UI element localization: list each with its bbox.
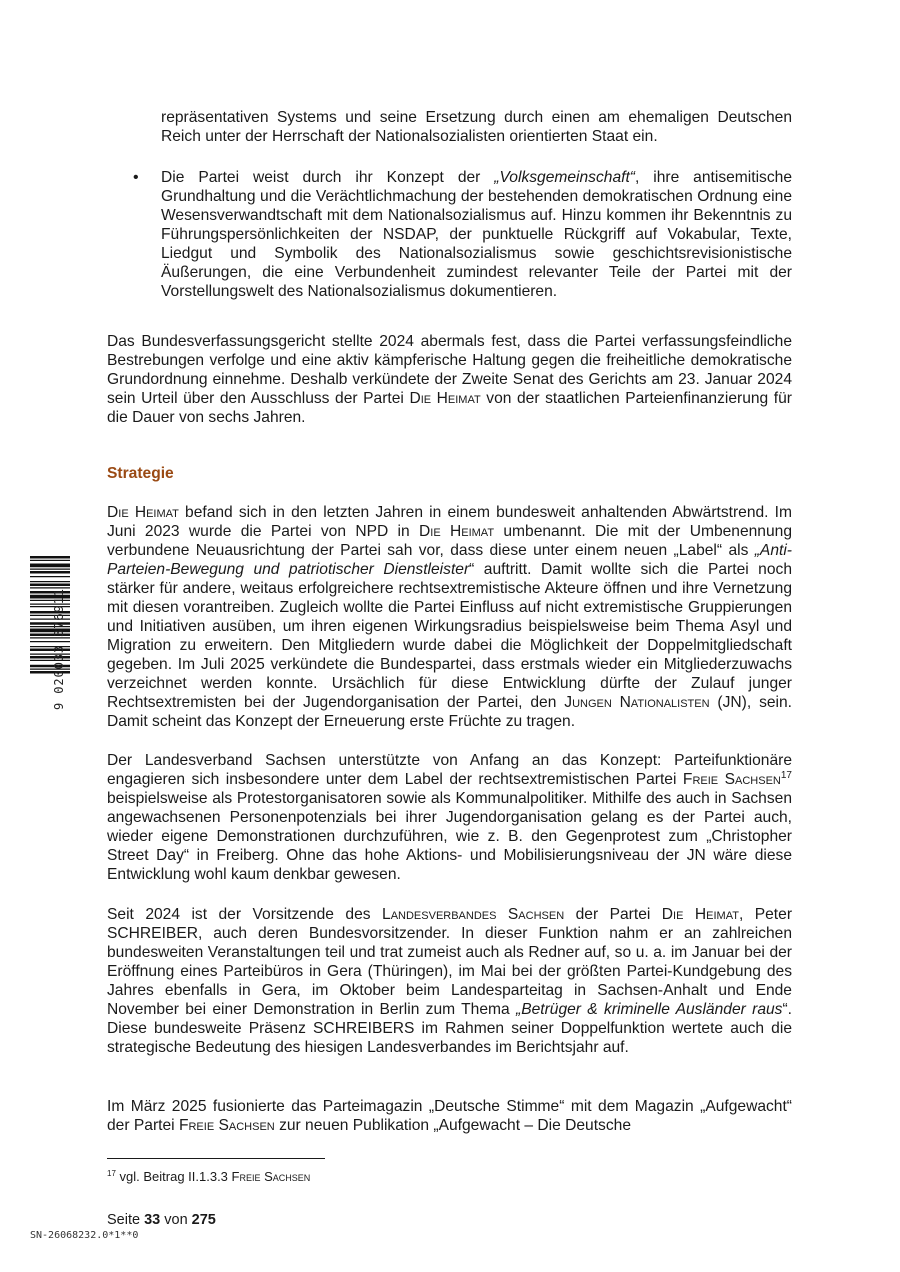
paragraph-strategy-3	[107, 905, 792, 1057]
footnote-reference: 17	[107, 1169, 116, 1178]
page-number-current: 33	[144, 1212, 161, 1228]
page-number-separator: von	[160, 1212, 192, 1228]
text-run: befand sich in den letzten Jahren in einem bundesweit anhaltenden Abwärtstrend. Im Juni 2023 wurde die Partei von NPD in	[107, 504, 792, 540]
page-number-total: 275	[191, 1212, 216, 1228]
footnote-divider	[107, 1158, 325, 1159]
footnote-reference: 17	[780, 770, 792, 781]
small-caps-text: Freie Sachsen	[231, 1169, 311, 1184]
text-run: (JN), sein. Damit scheint das Konzept der Erneuerung erste Früchte zu tragen.	[107, 694, 793, 730]
text-run: repräsentativen Systems und seine Ersetzung durch einen am ehemaligen Deutschen Reich unter der Herrschaft der Nationalsozialisten orientierten Staat ein.	[161, 109, 792, 145]
small-caps-text: Landesverbandes Sachsen	[382, 906, 565, 923]
text-run: “ auftritt. Damit wollte sich die Partei noch stärker für andere, weitaus erfolgreichere rechtsextremistische Akteure öffnen und ihre Vernetzung mit diesen vorantreiben. Zugleich wollte die Partei Einfluss auf nicht extremistische Gruppierungen und Initiativen ausüben, um ihren eigenen Wirkungsradius beispielsweise beim Thema Asyl und Migration zu erweitern. Den Mitgliedern wurde dabei die Möglichkeit der Doppelmitgliedschaft gegeben. Im Juli 2025 verkündete die Bundespartei, dass erstmals wieder ein Mitgliederzuwachs verzeichnet werden konnte. Ursächlich für diese Entwicklung dürfte der Zulauf junger Rechtsextremisten bei der Jugendorganisation der Partei, den	[107, 561, 792, 711]
paragraph-court-ruling	[107, 332, 792, 427]
footnote-17	[107, 1168, 310, 1185]
text-run: , Peter SCHREIBER, auch deren Bundesvorsitzender. In dieser Funktion nahm er an zahlreichen bundesweiten Veranstaltungen teil und trat zumeist auch als Redner auf, so u. a. im Januar bei der Eröffnung eines Parteibüros in Gera (Thüringen), im Mai bei der größten Partei-Kundgebung des Jahres ebenfalls in Gera, im Oktober beim Landesparteitag in Sachsen-Anhalt und Ende November bei einer Demonstration in Berlin zum Thema	[107, 906, 793, 1018]
text-run: Das Bundesverfassungsgericht stellte 2024 abermals fest, dass die Partei verfassungsfeindliche Bestrebungen verfolge und eine aktiv kämpferische Haltung gegen die freiheitliche demokratische Grundordnung einnehme. Deshalb verkündete der Zweite Senat des Gerichts am 23. Januar 2024 sein Urteil über den Ausschluss der Partei	[107, 333, 792, 407]
paragraph-strategy-1	[107, 503, 792, 731]
text-run: Der Landesverband Sachsen unterstützte von Anfang an das Konzept: Parteifunktionäre engagieren sich insbesondere unter dem Label der rechtsextremistischen Partei	[107, 752, 792, 788]
small-caps-text: Jungen Nationalisten	[564, 694, 710, 711]
paragraph-strategy-4	[107, 1097, 792, 1135]
bullet-marker: •	[133, 169, 139, 186]
small-caps-text: Die Heimat	[419, 523, 495, 540]
small-caps-text: Freie Sachsen	[682, 771, 781, 788]
document-id: SN-26068232.0*1**0	[30, 1230, 139, 1241]
italic-text: „Betrüger & kriminelle Ausländer raus	[516, 1001, 783, 1018]
section-heading-strategie: Strategie	[107, 465, 174, 482]
text-run: von der staatlichen Parteienfinanzierung für die Dauer von sechs Jahren.	[107, 390, 792, 426]
text-run: umbenannt. Die mit der Umbenennung verbundene Neuausrichtung der Partei sah vor, dass diese unter einem neuen „Label“ als	[107, 523, 792, 559]
small-caps-text: Die Heimat	[409, 390, 481, 407]
text-run: beispielsweise als Protestorganisatoren sowie als Kommunalpolitiker. Mithilfe des auch in Sachsen angewachsenen Personenpotenzials bei ihrer Jugendorganisation gelang es der Partei auch, wieder eigene Demonstrationen durchzuführen, wie z. B. den Gegenprotest zum „Christopher Street Day“ in Freiberg. Ohne das hohe Aktions- und Mobilisierungsniveau der JN wäre diese Entwicklung wohl kaum denkbar gewesen.	[107, 790, 792, 883]
text-run: der Partei	[564, 906, 662, 923]
small-caps-text: Die Heimat	[661, 906, 739, 923]
text-run: “. Diese bundesweite Präsenz SCHREIBERS im Rahmen seiner Doppelfunktion wertete auch die strategische Bedeutung des hiesigen Landesverbandes im Berichtsjahr auf.	[107, 1001, 792, 1056]
small-caps-text: Die Heimat	[107, 504, 179, 521]
paragraph-strategy-2	[107, 751, 792, 884]
text-run: , ihre antisemitische Grundhaltung und die Verächtlichmachung der bestehenden demokratischen Ordnung eine Wesensverwandtschaft mit dem Nationalsozialismus auf. Hinzu kommen ihr Bekenntnis zu Führungspersönlichkeiten der NSDAP, der punktuelle Rückgriff auf Vokabular, Texte, Liedgut und Symbolik des Nationalsozialismus sowie geschichtsrevisionistische Äußerungen, die eine Verbundenheit zumindest relevanter Teile der Partei mit der Vorstellungswelt des Nationalsozialismus dokumentieren.	[161, 169, 792, 300]
page-number-prefix: Seite	[107, 1212, 145, 1228]
page-number	[107, 1211, 216, 1229]
small-caps-text: Freie Sachsen	[178, 1117, 275, 1134]
italic-text: „Anti-Parteien-Bewegung und patriotischer Dienstleister	[107, 542, 792, 578]
text-run: Seit 2024 ist der Vorsitzende des	[107, 906, 383, 923]
barcode-digits: 9 020033 376911	[52, 588, 66, 710]
text-run: Die Partei weist durch ihr Konzept der	[161, 169, 495, 186]
bullet-paragraph-volksgemeinschaft	[161, 168, 792, 301]
text-run: Im März 2025 fusionierte das Parteimagazin „Deutsche Stimme“ mit dem Magazin „Aufgewacht“ der Partei	[107, 1098, 792, 1134]
paragraph-intro-continuation	[161, 108, 792, 146]
text-run: vgl. Beitrag II.1.3.3	[115, 1169, 232, 1184]
italic-text: „Volksgemeinschaft“	[494, 169, 635, 186]
text-run: zur neuen Publikation „Aufgewacht – Die Deutsche	[274, 1117, 631, 1134]
